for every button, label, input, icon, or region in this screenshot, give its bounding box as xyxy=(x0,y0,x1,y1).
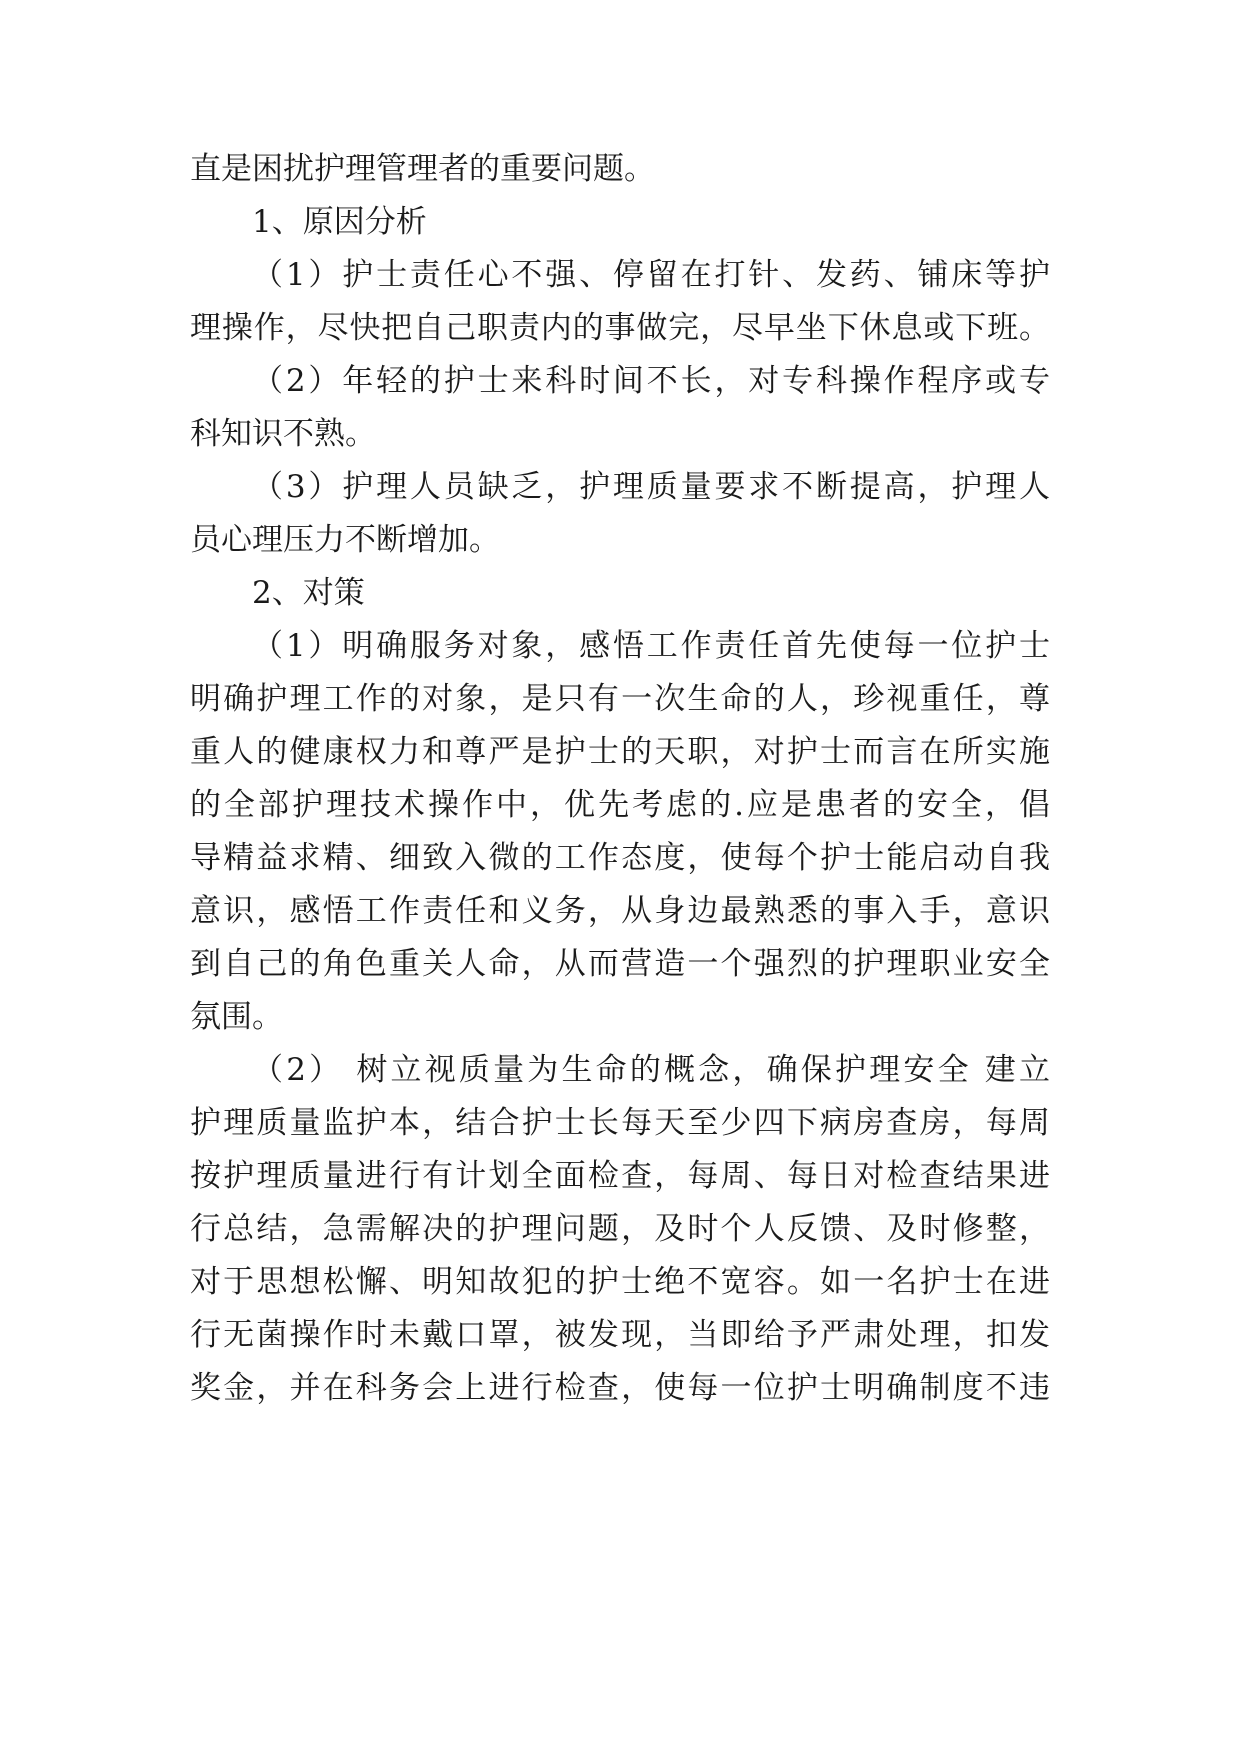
paragraph-line: 的全部护理技术操作中，优先考虑的.应是患者的安全，倡 xyxy=(190,787,1050,823)
paragraph-line: 明确护理工作的对象，是只有一次生命的人，珍视重任，尊 xyxy=(190,681,1050,717)
paragraph-line: 氛围。 xyxy=(190,999,283,1035)
paragraph-line: 理操作，尽快把自己职责内的事做完，尽早坐下休息或下班。 xyxy=(190,310,1050,346)
paragraph-line: （2）年轻的护士来科时间不长，对专科操作程序或专 xyxy=(252,363,1050,399)
paragraph-line: （2） 树立视质量为生命的概念，确保护理安全 建立 xyxy=(252,1052,1050,1088)
section-heading: 2、对策 xyxy=(252,575,365,611)
paragraph-line: 行总结，急需解决的护理问题，及时个人反馈、及时修整， xyxy=(190,1211,1050,1247)
paragraph-line: 科知识不熟。 xyxy=(190,416,376,452)
paragraph-line: （1）明确服务对象，感悟工作责任首先使每一位护士 xyxy=(252,628,1050,664)
paragraph-line: 意识，感悟工作责任和义务，从身边最熟悉的事入手，意识 xyxy=(190,893,1050,929)
paragraph-line: 对于思想松懈、明知故犯的护士绝不宽容。如一名护士在进 xyxy=(190,1264,1050,1300)
paragraph-line: （3）护理人员缺乏，护理质量要求不断提高，护理人 xyxy=(252,469,1050,505)
paragraph-line: 重人的健康权力和尊严是护士的天职，对护士而言在所实施 xyxy=(190,734,1050,770)
paragraph-line: 行无菌操作时未戴口罩，被发现，当即给予严肃处理，扣发 xyxy=(190,1317,1050,1353)
paragraph-line: 到自己的角色重关人命，从而营造一个强烈的护理职业安全 xyxy=(190,946,1050,982)
paragraph-line: 员心理压力不断增加。 xyxy=(190,522,500,558)
paragraph-line: 护理质量监护本，结合护士长每天至少四下病房查房，每周 xyxy=(190,1105,1050,1141)
section-heading: 1、原因分析 xyxy=(252,204,427,240)
paragraph-line: （1）护士责任心不强、停留在打针、发药、铺床等护 xyxy=(252,257,1050,293)
paragraph-line: 直是困扰护理管理者的重要问题。 xyxy=(190,151,655,187)
paragraph-line: 按护理质量进行有计划全面检查，每周、每日对检查结果进 xyxy=(190,1158,1050,1194)
paragraph-line: 奖金，并在科务会上进行检查，使每一位护士明确制度不违 xyxy=(190,1370,1050,1406)
paragraph-line: 导精益求精、细致入微的工作态度，使每个护士能启动自我 xyxy=(190,840,1050,876)
